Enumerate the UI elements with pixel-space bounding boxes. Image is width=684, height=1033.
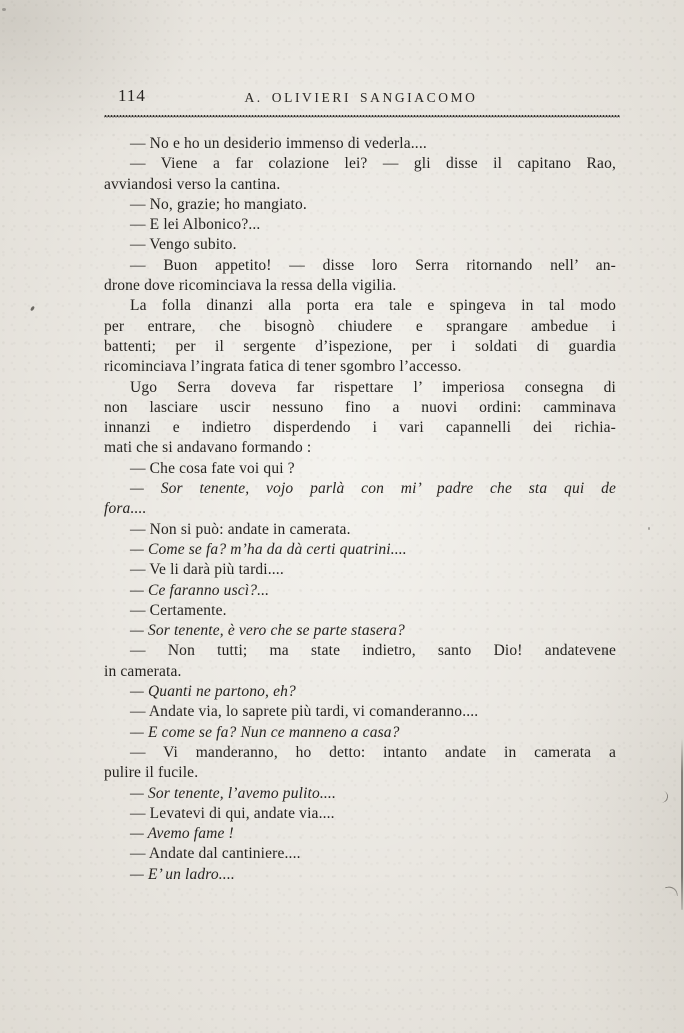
page-header (104, 86, 618, 110)
scan-speckle (648, 527, 650, 530)
text-line: — Certamente. (130, 601, 227, 619)
text-line: — No, grazie; ho mangiato. (130, 195, 307, 213)
text-line: — Sor tenente, vojo parlà con mi’ padre che sta qui de (130, 480, 616, 498)
scan-scratch (665, 885, 678, 898)
text-line: in camerata. (104, 662, 182, 680)
text-line: — E come se fa? Nun ce manneno a casa? (130, 723, 400, 741)
text-line: — Come se fa? m’ha da dà certi quatrini.... (130, 540, 407, 558)
text-line: pulire il fucile. (104, 764, 199, 782)
text-line: — E’ un ladro.... (130, 865, 235, 883)
running-head: A. OLIVIERI SANGIACOMO (244, 90, 478, 105)
text-line: — Ve li darà più tardi.... (130, 561, 284, 579)
scan-speckle (604, 651, 607, 654)
text-line: — Quanti ne partono, eh? (130, 683, 296, 701)
dotted-rule (104, 114, 620, 118)
text-line: innanzi e indietro disperdendo i vari capannelli dei richia- (104, 419, 616, 437)
page-number: 114 (118, 86, 146, 105)
text-line: fora.... (104, 500, 147, 518)
text-line: — Sor tenente, è vero che se parte stasera? (130, 622, 405, 640)
text-line: — Avemo fame ! (130, 825, 234, 843)
text-line: — Che cosa fate voi qui ? (130, 459, 295, 477)
text-line: drone dove ricominciava la ressa della vigilia. (104, 277, 397, 295)
text-line: — E lei Albonico?... (130, 216, 261, 234)
text-line: — Ce faranno uscì?... (130, 581, 270, 599)
text-line: — Sor tenente, l’avemo pulito.... (130, 784, 336, 802)
text-line: — Non si può: andate in camerata. (130, 520, 351, 538)
text-line: — Vengo subito. (130, 236, 237, 254)
text-line: — Andate via, lo saprete più tardi, vi comanderanno.... (130, 703, 479, 721)
page-body (104, 134, 616, 885)
text-line: — Vi manderanno, ho detto: intanto andate in camerata a (130, 743, 616, 761)
scan-speckle (2, 8, 6, 11)
text-line: — No e ho un desiderio immenso di vederla.... (130, 135, 427, 152)
text-line: Ugo Serra doveva far rispettare l’ imperiosa consegna di (130, 378, 616, 396)
scan-scratch (681, 738, 683, 910)
scan-speckle (30, 306, 35, 312)
text-line: mati che si andavano formando : (104, 439, 312, 457)
text-line: — Levatevi di qui, andate via.... (130, 804, 335, 822)
text-line: La folla dinanzi alla porta era tale e spingeva in tal modo (130, 297, 616, 315)
text-line: avviandosi verso la cantina. (104, 175, 281, 193)
text-line: ricominciava l’ingrata fatica di tener sgombro l’accesso. (104, 358, 462, 376)
text-line: — Andate dal cantiniere.... (130, 845, 301, 863)
text-line: — Non tutti; ma state indietro, santo Dio! andatevene (130, 642, 616, 660)
text-line: non lasciare uscir nessuno fino a nuovi ordini: camminava (104, 398, 616, 416)
text-line: — Viene a far colazione lei? — gli disse il capitano Rao, (130, 155, 616, 173)
text-line: — Buon appetito! — disse loro Serra ritornando nell’ an- (130, 256, 616, 274)
text-line: battenti; per il sergente d’ispezione, per i soldati di guardia (104, 337, 616, 355)
text-line: per entrare, che bisognò chiudere e sprangare ambedue i (104, 317, 616, 335)
scan-scratch (658, 790, 670, 804)
